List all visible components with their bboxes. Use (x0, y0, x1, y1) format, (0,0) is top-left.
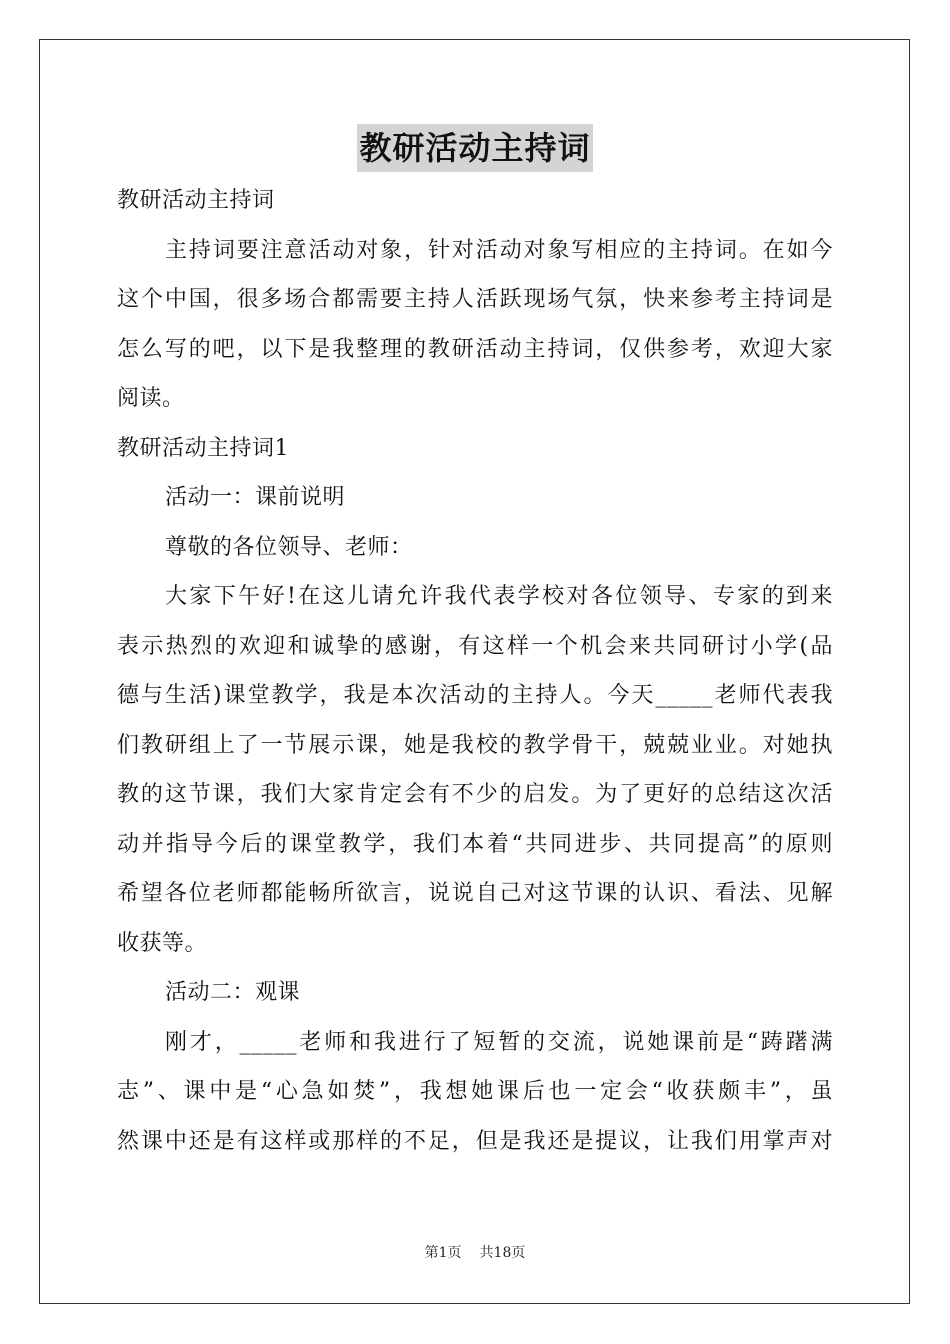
title-container (0, 124, 950, 172)
page-number: 第1页 (424, 1245, 462, 1261)
text-line: 教的这节课，我们大家肯定会有不少的启发。为了更好的总结这次活 (117, 782, 833, 807)
text-line: 们教研组上了一节展示课，她是我校的教学骨干，兢兢业业。对她执 (117, 732, 833, 758)
text-line: 然课中还是有这样或那样的不足，但是我还是提议，让我们用掌声对 (117, 1128, 833, 1154)
text-line: 动并指导今后的课堂教学，我们本着“共同进步、共同提高”的原则 (117, 831, 833, 857)
text-line: 刚才，_____老师和我进行了短暂的交流，说她课前是“踌躇满 (165, 1029, 833, 1055)
page-total: 共18页 (479, 1245, 526, 1261)
text-line: 教研活动主持词 (117, 188, 275, 213)
document-title: 教研活动主持词 (357, 124, 592, 172)
text-line: 教研活动主持词1 (117, 435, 289, 461)
text-line: 怎么写的吧，以下是我整理的教研活动主持词，仅供参考，欢迎大家 (117, 336, 833, 362)
text-line: 大家下午好!在这儿请允许我代表学校对各位领导、专家的到来 (165, 584, 833, 609)
text-line: 德与生活)课堂教学，我是本次活动的主持人。今天_____老师代表我 (117, 683, 833, 708)
text-line: 活动二：观课 (165, 980, 301, 1005)
text-line: 尊敬的各位领导、老师： (165, 534, 413, 560)
text-line: 收获等。 (117, 930, 208, 956)
text-line: 这个中国，很多场合都需要主持人活跃现场气氛，快来参考主持词是 (117, 287, 833, 312)
text-line: 活动一：课前说明 (165, 485, 346, 510)
text-line: 主持词要注意活动对象，针对活动对象写相应的主持词。在如今 (165, 237, 833, 263)
text-line: 表示热烈的欢迎和诚挚的感谢，有这样一个机会来共同研讨小学(品 (117, 633, 833, 659)
text-line: 阅读。 (117, 386, 185, 411)
text-line: 希望各位老师都能畅所欲言，说说自己对这节课的认识、看法、见解 (117, 881, 833, 906)
text-line: 志”、课中是“心急如焚”，我想她课后也一定会“收获颇丰”，虽 (117, 1079, 833, 1104)
document-body (117, 176, 833, 1166)
page-footer (0, 1243, 950, 1263)
